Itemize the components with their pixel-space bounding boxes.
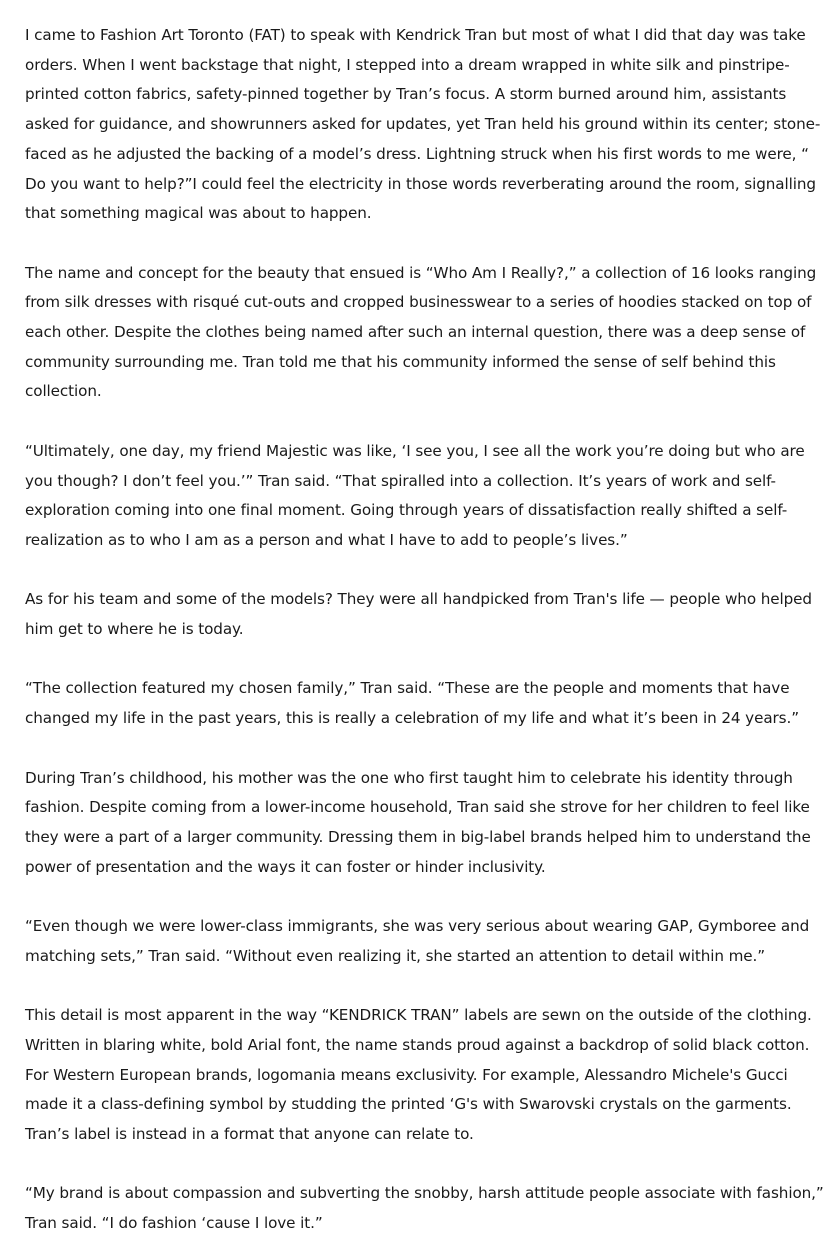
paragraph-majestic-quote: “Ultimately, one day, my friend Majestic was like, ‘I see you, I see all the work you’re doing but who are you though? I don’t feel you.’” Tran said. “That spiralled into a collection. It’s years of work and self-exploration coming into one final moment. Going through years of dissatisfaction really shifted a self-realization as to who I am as a person and what I have to add to people’s lives.” bbox=[25, 441, 805, 549]
paragraph-chosen-family-quote: “The collection featured my chosen family,” Tran said. “These are the people and moments that have changed my life in the past years, this is really a celebration of my life and what it’s been in 24 years.” bbox=[25, 679, 799, 728]
paragraph-label-detail: This detail is most apparent in the way “KENDRICK TRAN” labels are sewn on the outside of the clothing. Written in blaring white, bold Arial font, the name stands proud against a backdrop of solid black cotton. For Western European brands, logomania means exclusivity. For example, Alessandro Michele's Gucci made it a class-defining symbol by studding the printed ‘G's with Swarovski crystals on the garments. Tran’s label is instead in a format that anyone can relate to. bbox=[25, 1006, 812, 1143]
paragraph-collection: The name and concept for the beauty that ensued is “Who Am I Really?,” a collection of 16 looks ranging from silk dresses with risqué cut-outs and cropped businesswear to a series of hoodies stacked on top of each other. Despite the clothes being named after such an internal question, there was a deep sense of community surrounding me. Tran told me that his community informed the sense of self behind this collection. bbox=[25, 263, 817, 401]
article-body bbox=[25, 21, 833, 1239]
paragraph-immigrants-quote: “Even though we were lower-class immigrants, she was very serious about wearing GAP, Gymboree and matching sets,” Tran said. “Without even realizing it, she started an attention to detail within me.” bbox=[25, 917, 810, 965]
paragraph-team: As for his team and some of the models? They were all handpicked from Tran's life — people who helped him get to where he is today. bbox=[25, 590, 812, 639]
paragraph-intro: I came to Fashion Art Toronto (FAT) to speak with Kendrick Tran but most of what I did that day was take orders. When I went backstage that night, I stepped into a dream wrapped in white silk and pinstripe-printed cotton fabrics, safety-pinned together by Tran’s focus. A storm burned around him, assistants asked for guidance, and showrunners asked for updates, yet Tran held his ground within its center; stone-faced as he adjusted the backing of a model’s dress. Lightning struck when his first words to me were, “ Do you want to help?”I could feel the electricity in those words reverberating around the room, signalling that something magical was about to happen. bbox=[25, 26, 821, 223]
paragraph-childhood: During Tran’s childhood, his mother was the one who first taught him to celebrate his identity through fashion. Despite coming from a lower-income household, Tran said she strove for her children to feel like they were a part of a larger community. Dressing them in big-label brands helped him to understand the power of presentation and the ways it can foster or hinder inclusivity. bbox=[25, 768, 811, 876]
paragraph-compassion-quote: “My brand is about compassion and subverting the snobby, harsh attitude people associate with fashion,” Tran said. “I do fashion ‘cause I love it.” bbox=[25, 1184, 824, 1232]
